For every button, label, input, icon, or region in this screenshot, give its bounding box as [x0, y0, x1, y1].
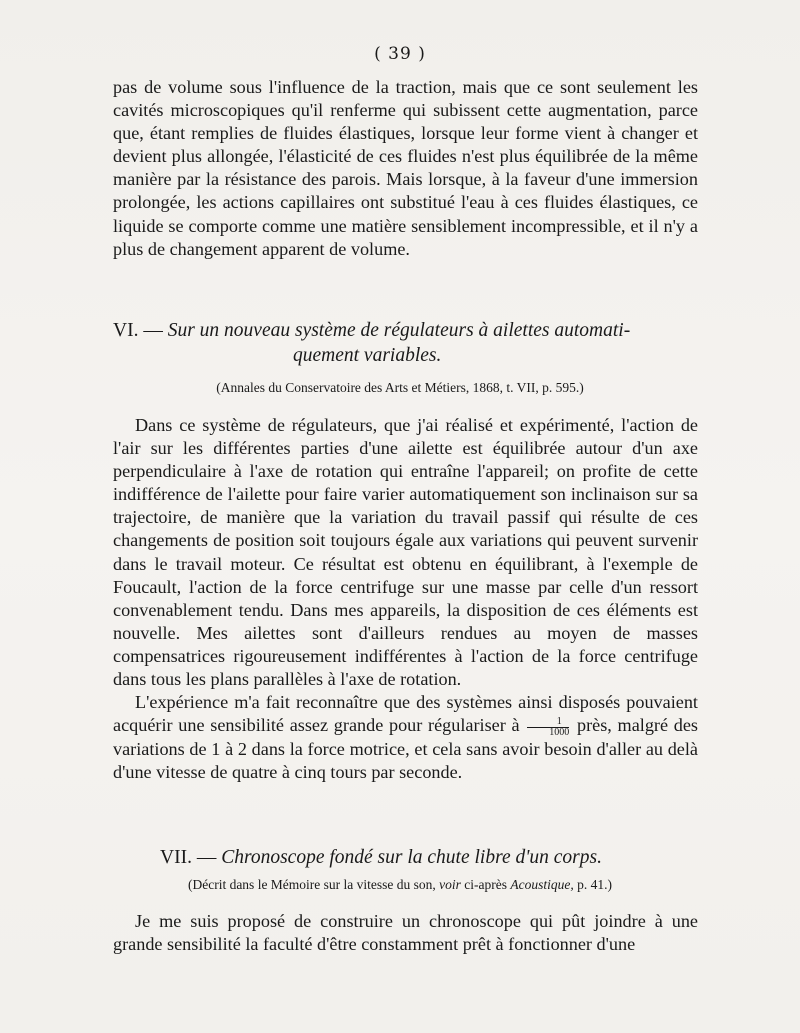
ref-italic-voir: voir — [439, 877, 461, 892]
section-vi-paragraph1: Dans ce système de régulateurs, que j'ai réalisé et expérimenté, l'action de l'air sur les différentes parties d'une ailette est équilibrée autour d'un axe perpendiculaire à l'axe de rotation qui entraîne l'appareil; on profite de cette indifférence de l'ailette pour faire varier automatiquement son inclinaison sur sa trajectoire, de manière que la variation du travail passif qui résulte de ces changements de position soit toujours égale aux variations qui peuvent survenir dans le travail moteur. Ce résultat est obtenu en équilibrant, à l'exemple de Foucault, l'action de la force centrifuge sur une masse par celle d'un ressort convenablement tendu. Dans mes appareils, la disposition de ces éléments est nouvelle. Mes ailettes sont d'ailleurs rendues au moyen de masses compensatrices rigoureusement indifférentes à l'action de la force centrifuge dans tous les plans parallèles à l'axe de rotation. — [113, 415, 698, 690]
continued-paragraph — [113, 76, 698, 261]
fraction — [527, 717, 569, 738]
section-vii-title: Chronoscope fondé sur la chute libre d'un corps. — [221, 847, 602, 868]
section-vii-heading — [160, 845, 680, 870]
paragraph2-after-fraction: près, malgré des variations de 1 à 2 dans la force motrice, et cela sans avoir besoin d'aller au delà d'une vitesse de quatre à cinq tours par seconde. — [113, 715, 699, 782]
section-vi-body — [113, 414, 698, 784]
section-vi-title-line1: Sur un nouveau système de régulateurs à ailettes automati- — [167, 320, 631, 341]
fraction-numerator: 1 — [527, 717, 569, 728]
ref-italic-acoustique: Acoustique, — [510, 877, 574, 892]
section-vi-paragraph2 — [113, 691, 698, 784]
ref-before: (Décrit dans le Mémoire sur la vitesse du son, — [187, 877, 436, 892]
section-vi-heading — [113, 318, 713, 368]
ref-after: p. 41.) — [577, 877, 613, 892]
section-vi-reference: (Annales du Conservatoire des Arts et Métiers, 1868, t. VII, p. 595.) — [216, 380, 584, 395]
ref-mid: ci-après — [464, 877, 508, 892]
section-vii-paragraph1: Je me suis proposé de construire un chronoscope qui pût joindre à une grande sensibilité la faculté d'être constamment prêt à fonctionner d'une — [113, 911, 698, 955]
page-number: ( 39 ) — [374, 44, 426, 64]
section-vi-number: VI. — — [113, 320, 163, 341]
paragraph2-before-fraction: L'expérience m'a fait reconnaître que des systèmes ainsi disposés pouvaient acquérir une sensibilité assez grande pour régulariser à — [113, 692, 698, 736]
section-vi-title-line2: quement variables. — [293, 345, 442, 366]
section-vii-body — [113, 910, 698, 956]
fraction-denominator: 1000 — [549, 726, 570, 738]
section-vii-reference — [0, 877, 800, 893]
paragraph-text: pas de volume sous l'influence de la traction, mais que ce sont seulement les cavités microscopiques qu'il renferme qui subissent cette augmentation, parce que, étant remplies de fluides élastiques, lorsque leur forme vient à changer et devient plus allongée, l'élasticité de ces fluides n'est plus équilibrée de la même manière par la résistance des parois. Mais lorsque, à la faveur d'une immersion prolongée, les actions capillaires ont substitué l'eau à ces fluides élastiques, ce liquide se comporte comme une matière sensiblement incompressible, et il n'y a plus de changement apparent de volume. — [113, 77, 698, 259]
section-vii-number: VII. — — [160, 847, 217, 868]
